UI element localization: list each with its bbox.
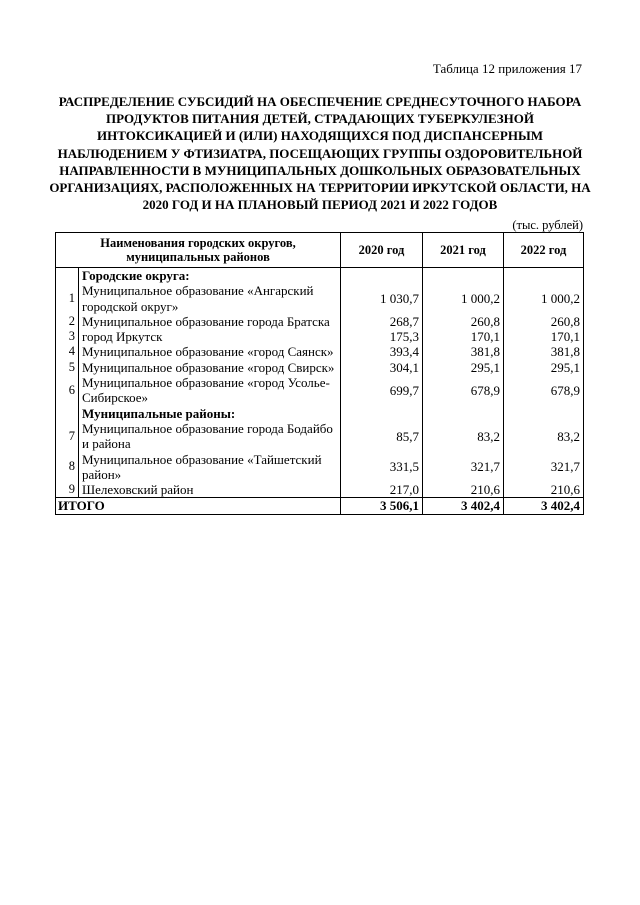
row-name: город Иркутск [79,329,341,344]
value-2022: 260,8 [504,314,584,329]
value-2020: 393,4 [341,344,423,359]
title-line: НАПРАВЛЕННОСТИ В МУНИЦИПАЛЬНЫХ ДОШКОЛЬНЫХ ОБРАЗОВАТЕЛЬНЫХ [59,162,581,178]
value-2021: 295,1 [423,360,504,375]
value-2020: 331,5 [341,452,423,483]
value-2022: 210,6 [504,482,584,498]
row-name: Муниципальное образование «Ангарский городской округ» [79,283,341,314]
header-year-2021: 2021 год [423,233,504,268]
section-row [56,406,584,421]
title-line: ИНТОКСИКАЦИЕЙ И (ИЛИ) НАХОДЯЩИХСЯ ПОД ДИСПАНСЕРНЫМ [97,128,543,144]
table-row [56,452,584,483]
title-line: РАСПРЕДЕЛЕНИЕ СУБСИДИЙ НА ОБЕСПЕЧЕНИЕ СРЕДНЕСУТОЧНОГО НАБОРА [58,94,582,109]
row-name: Муниципальное образование «город Свирск» [79,360,341,375]
section-row [56,268,584,284]
value-2022: 321,7 [504,452,584,483]
table-number: Таблица 12 приложения 17 [432,61,582,76]
table-row [56,375,584,406]
title-line: НАБЛЮДЕНИЕМ У ФТИЗИАТРА, ПОСЕЩАЮЩИХ ГРУППЫ ОЗДОРОВИТЕЛЬНОЙ [57,145,583,161]
table-row [56,344,584,359]
row-number: 4 [56,344,79,359]
row-number [56,406,79,421]
table-row [56,283,584,314]
row-number: 9 [56,482,79,498]
table-row [56,360,584,375]
value-2020: 217,0 [341,482,423,498]
value-2022: 381,8 [504,344,584,359]
total-row [56,498,584,514]
value-2021: 170,1 [423,329,504,344]
title-line: 2020 ГОД И НА ПЛАНОВЫЙ ПЕРИОД 2021 И 2022 ГОДОВ [142,197,498,213]
value-2021: 321,7 [423,452,504,483]
title-line: ОРГАНИЗАЦИЯХ, РАСПОЛОЖЕННЫХ НА ТЕРРИТОРИИ ИРКУТСКОЙ ОБЛАСТИ, НА [49,180,591,196]
value-2020: 699,7 [341,375,423,406]
value-2022: 678,9 [504,375,584,406]
document-title [20,93,620,213]
header-name-line: муниципальных районов [126,250,270,264]
header-year-2022: 2022 год [504,233,584,268]
row-number: 8 [56,452,79,483]
units-note: (тыс. рублей) [512,218,583,232]
value-2021: 1 000,2 [423,283,504,314]
header-year-2020: 2020 год [341,233,423,268]
row-name: Муниципальное образование «город Усолье-Сибирское» [79,375,341,406]
value-2022: 295,1 [504,360,584,375]
value-2021: 83,2 [423,421,504,452]
row-number: 1 [56,283,79,314]
value-2020: 304,1 [341,360,423,375]
header-name-line: Наименования городских округов, [100,236,296,250]
row-name: Муниципальное образование города Братска [79,314,341,329]
header-name-column [56,233,341,268]
row-number: 3 [56,329,79,344]
total-label: ИТОГО [56,498,341,514]
value-2020: 268,7 [341,314,423,329]
table-row [56,482,584,498]
table-row [56,329,584,344]
row-number [56,268,79,284]
value-2022: 83,2 [504,421,584,452]
value-2022: 170,1 [504,329,584,344]
value-2021: 210,6 [423,482,504,498]
row-name: Муниципальное образование города Бодайбо и района [79,421,341,452]
total-2021: 3 402,4 [423,498,504,514]
total-2022: 3 402,4 [504,498,584,514]
row-name: Шелеховский район [79,482,341,498]
value-2021: 381,8 [423,344,504,359]
value-2020: 1 030,7 [341,283,423,314]
subsidy-table [55,232,584,515]
row-name: Муниципальное образование «Тайшетский район» [79,452,341,483]
value-2021: 678,9 [423,375,504,406]
value-2022: 1 000,2 [504,283,584,314]
table-header-row [56,233,584,268]
value-2020: 85,7 [341,421,423,452]
total-2020: 3 506,1 [341,498,423,514]
table-row [56,314,584,329]
section-label: Муниципальные районы: [79,406,341,421]
value-2020: 175,3 [341,329,423,344]
section-label: Городские округа: [79,268,341,284]
row-number: 6 [56,375,79,406]
row-number: 2 [56,314,79,329]
row-number: 5 [56,360,79,375]
row-name: Муниципальное образование «город Саянск» [79,344,341,359]
title-line: ПРОДУКТОВ ПИТАНИЯ ДЕТЕЙ, СТРАДАЮЩИХ ТУБЕРКУЛЕЗНОЙ [106,111,534,127]
table-row [56,421,584,452]
value-2021: 260,8 [423,314,504,329]
row-number: 7 [56,421,79,452]
